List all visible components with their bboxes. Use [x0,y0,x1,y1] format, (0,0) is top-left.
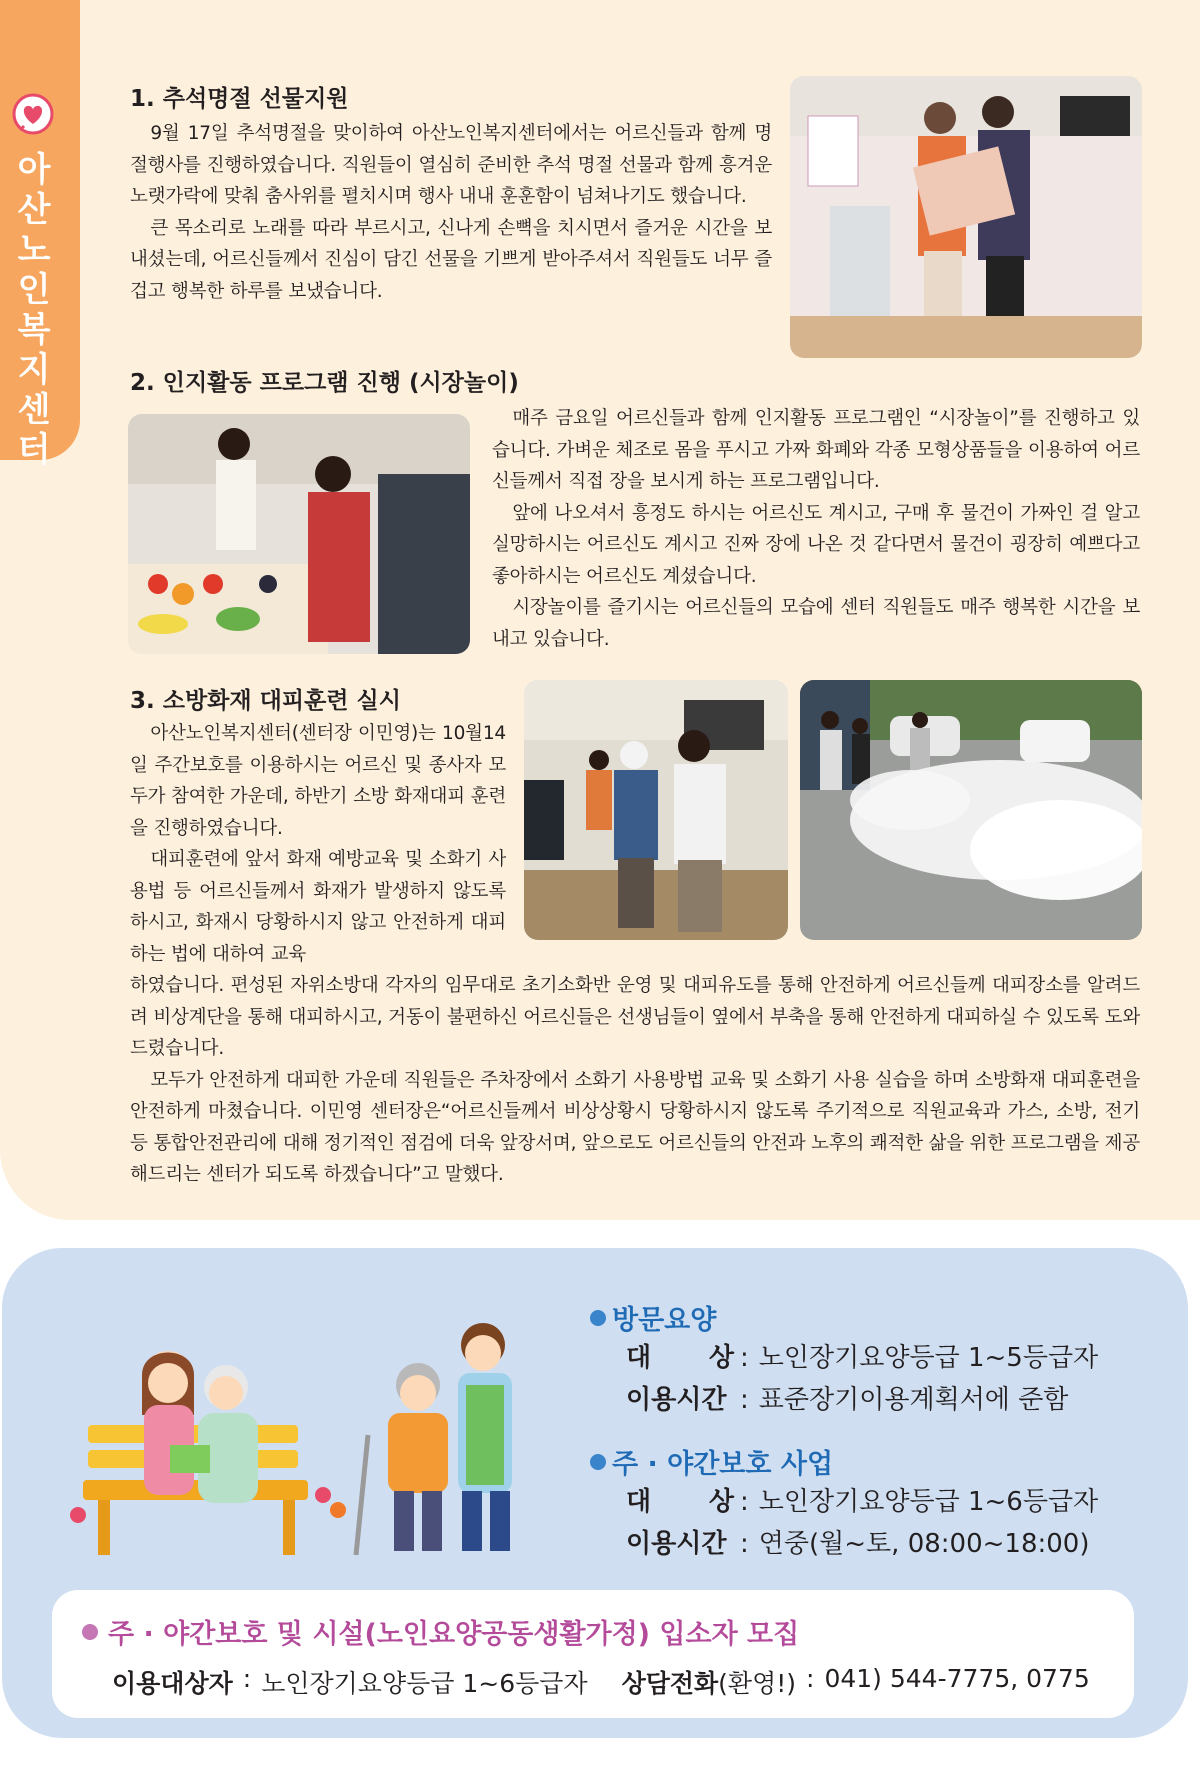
organization-name: 아산노인복지센터 [17,150,51,470]
service-row: 이용시간 : 연중(월~토, 08:00~18:00) [626,1523,1098,1565]
service-visiting-care [590,1298,1098,1421]
section-3-body-narrow [130,718,506,970]
recruitment-title-text: 주 · 야간보호 및 시설(노인요양공동생활가정) 입소자 모집 [108,1619,800,1650]
service-row-label: 이용시간 [626,1385,727,1415]
section-2-paragraph: 앞에 나오셔서 흥정도 하시는 어르신도 계시고, 구매 후 물건이 가짜인 걸 알고 실망하시는 어르신도 계시고 진짜 장에 나온 것 같다면서 물건이 굉장히 예쁘다고 좋아하시는 어르신도 계셨습니다. [492,502,1140,587]
market-play-photo [128,414,470,654]
service-row: 대 상 : 노인장기요양등급 1~5등급자 [626,1337,1098,1379]
section-2-paragraph: 시장놀이를 즐기시는 어르신들의 모습에 센터 직원들도 매주 행복한 시간을 보내고 있습니다. [492,597,1140,650]
service-row-value: 노인장기요양등급 1~5등급자 [758,1343,1099,1373]
target-value: 노인장기요양등급 1~6등급자 [261,1669,588,1698]
phone-note: (환영!) [718,1669,797,1698]
evacuation-hallway-photo [524,680,788,940]
section-3-paragraph: 모두가 안전하게 대피한 가운데 직원들은 주차장에서 소화기 사용방법 교육 및 소화기 사용 실습을 하며 소방화재 대피훈련을 안전하게 마쳤습니다. 이민영 센터장은“어르신들께서 비상상황시 당황하시지 않도록 주기적으로 직원교육과 가스, 소방, 전기 등 통합안전관리에 대해 정기적인 점검에 더욱 앞장서며, 앞으로도 어르신들의 안전과 노후의 쾌적한 삶을 위한 프로그램을 제공해드리는 센터가 되도록 하겠습니다”고 말했다. [130,1069,1140,1185]
service-row: 대 상 : 노인장기요양등급 1~6등급자 [626,1481,1098,1523]
phone-number: 041) 544-7775, 0775 [824,1664,1090,1693]
service-day-night-care [590,1442,1098,1565]
service-title-text: 주 · 야간보호 사업 [612,1449,834,1480]
caregiver-illustration [58,1305,568,1565]
heart-icon [10,92,56,138]
section-1-paragraph: 큰 목소리로 노래를 따라 부르시고, 신나게 손뼉을 치시면서 즐거운 시간을 보내셨는데, 어르신들께서 진심이 담긴 선물을 기쁘게 받아주셔서 직원들도 너무 즐겁고 행복한 하루를 보냈습니다. [130,217,772,302]
service-title [590,1442,1098,1481]
service-title-text: 방문요양 [612,1305,717,1336]
section-3-paragraph: 하였습니다. 편성된 자위소방대 각자의 임무대로 초기소화반 운영 및 대피유도를 통해 안전하게 어르신들께 대피장소를 알려드려 비상계단을 통해 대피하시고, 거동이 불편하신 어르신들은 선생님들이 옆에서 부축을 통해 안전하게 대피하실 수 있도록 도와드렸습니다. [130,975,1140,1059]
service-row-label: 대 상 [626,1487,734,1517]
section-2-body [492,403,1140,655]
service-row: 이용시간 : 표준장기이용계획서에 준함 [626,1379,1098,1421]
recruitment-title [82,1612,799,1651]
service-title [590,1298,1098,1337]
service-row-value: 노인장기요양등급 1~6등급자 [758,1487,1099,1517]
service-row-label: 대 상 [626,1343,734,1373]
section-1-title: 1. 추석명절 선물지원 [130,86,349,112]
extinguisher-drill-photo [800,680,1142,940]
section-3-paragraph: 아산노인복지센터(센터장 이민영)는 10월14일 주간보호를 이용하시는 어르신 및 종사자 모두가 참여한 가운데, 하반기 소방 화재대피 훈련을 진행하였습니다. [130,723,506,839]
bullet-icon [82,1624,98,1640]
bullet-icon [590,1454,606,1470]
target-label: 이용대상자 [112,1669,233,1698]
section-3-paragraph: 대피훈련에 앞서 화재 예방교육 및 소화기 사용법 등 어르신들께서 화재가 발생하지 않도록 하시고, 화재시 당황하시지 않고 안전하게 대피하는 법에 대하여 교육 [130,849,506,965]
sidebar-tab [0,0,80,470]
section-3-body-wide [130,970,1140,1191]
section-2-paragraph: 매주 금요일 어르신들과 함께 인지활동 프로그램인 “시장놀이”를 진행하고 있습니다. 가벼운 체조로 몸을 푸시고 가짜 화폐와 각종 모형상품들을 이용하여 어르신들께서 직접 장을 보시게 하는 프로그램입니다. [492,408,1140,492]
section-2-title: 2. 인지활동 프로그램 진행 (시장놀이) [130,370,519,396]
bullet-icon [590,1310,606,1326]
recruitment-info: 이용대상자 : 노인장기요양등급 1~6등급자 상담전화 (환영!) : 041) 544-7775, 0775 [112,1664,1090,1698]
section-1-paragraph: 9월 17일 추석명절을 맞이하여 아산노인복지센터에서는 어르신들과 함께 명절행사를 진행하였습니다. 직원들이 열심히 준비한 추석 명절 선물과 함께 흥겨운 노랫가락에 맞춰 춤사위를 펼치시며 행사 내내 훈훈함이 넘쳐나기도 했습니다. [130,123,772,207]
service-row-value: 연중(월~토, 08:00~18:00) [758,1529,1090,1559]
service-row-value: 표준장기이용계획서에 준함 [758,1385,1069,1415]
gift-photo [790,76,1142,358]
section-1-body [130,118,772,307]
phone-label: 상담전화 [621,1669,719,1698]
section-3-title: 3. 소방화재 대피훈련 실시 [130,688,401,714]
recruitment-box [52,1590,1134,1718]
service-row-label: 이용시간 [626,1529,727,1559]
